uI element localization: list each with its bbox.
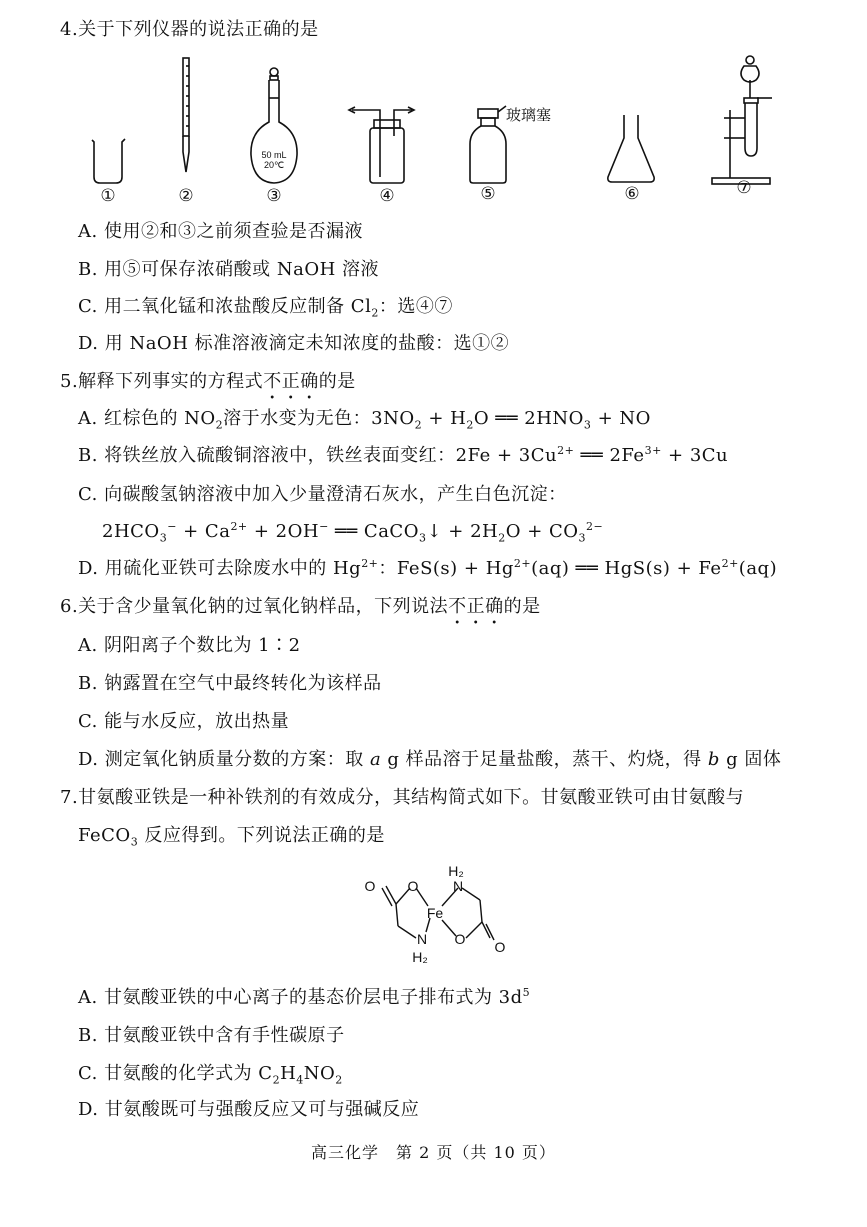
beaker-icon [92, 139, 125, 183]
structure-fe: Fe [426, 905, 444, 921]
q7-option-c: C. 甘氨酸的化学式为 $C_2H_4NO_2$ [78, 1063, 343, 1087]
figure-label-1: ① [100, 186, 116, 206]
figure-label-3: ③ [266, 186, 282, 206]
q5-option-d: D. 用硫化亚铁可去除废水中的 $Hg^{2+}$：$FeS(s) + Hg^{2+}(aq)$ ══ $HgS(s) + Fe^{2+}(aq)$ [78, 557, 778, 579]
structure-h2-top: H₂ [448, 863, 464, 879]
q6-option-c: C. 能与水反应，放出热量 [78, 711, 290, 732]
figure-label-7: ⑦ [736, 178, 752, 198]
distillation-setup-icon [712, 56, 772, 184]
q4-option-b: B. 用⑤可保存浓硝酸或 NaOH 溶液 [78, 259, 380, 280]
q4-option-a: A. 使用②和③之前须查验是否漏液 [78, 221, 363, 242]
q4-option-d: D. 用 NaOH 标准溶液滴定未知浓度的盐酸：选①② [78, 333, 510, 354]
glass-stopper-label: 玻璃塞 [506, 106, 552, 124]
conical-flask-icon [608, 115, 654, 182]
gas-washing-bottle-icon [349, 107, 414, 183]
question-5-stem: 5.解释下列事实的方程式不正确的是 [60, 371, 356, 392]
buret-icon [183, 58, 189, 172]
figure-label-5: ⑤ [480, 184, 496, 204]
q7-option-d: D. 甘氨酸既可与强酸反应又可与强碱反应 [78, 1099, 420, 1120]
question-7-stem-line-1: 7.甘氨酸亚铁是一种补铁剂的有效成分，其结构简式如下。甘氨酸亚铁可由甘氨酸与 [60, 787, 745, 808]
q4-option-c: C. 用二氧化锰和浓盐酸反应制备 $Cl_2$：选④⑦ [78, 296, 453, 320]
q7-option-a: A. 甘氨酸亚铁的中心离子的基态价层电子排布式为 $3d^5$ [78, 986, 531, 1008]
q5-option-a: A. 红棕色的 $NO_2$溶于水变为无色：$3NO_2 + H_2O$ ══ $2HNO_3$ + NO [78, 408, 651, 432]
figure-label-4: ④ [379, 186, 395, 206]
structure-o-right: O [454, 931, 466, 947]
flask-volume-text: 50 mL [261, 150, 287, 160]
structure-n-right: N [452, 878, 464, 894]
page-footer: 高三化学 第 2 页（共 10 页） [311, 1143, 556, 1162]
q6-option-a: A. 阴阳离子个数比为 1∶2 [78, 635, 301, 656]
apparatus-figure [0, 40, 867, 250]
structure-h2-bottom: H₂ [412, 949, 428, 965]
question-4-stem: 4.关于下列仪器的说法正确的是 [60, 19, 319, 40]
q6-option-d: D. 测定氧化钠质量分数的方案：取 a g 样品溶于足量盐酸，蒸干、灼烧，得 b g 固体 [78, 749, 782, 770]
structure-carbonyl-o-right: O [494, 939, 506, 955]
reagent-bottle-icon [470, 106, 506, 183]
question-6-stem: 6.关于含少量氧化钠的过氧化钠样品，下列说法不正确的是 [60, 596, 541, 617]
q5-option-c: C. 向碳酸氢钠溶液中加入少量澄清石灰水，产生白色沉淀： [78, 484, 567, 505]
q5-option-b: B. 将铁丝放入硫酸铜溶液中，铁丝表面变红：$2Fe + 3Cu^{2+}$ ══ $2Fe^{3+} + 3Cu$ [78, 444, 729, 466]
figure-label-6: ⑥ [624, 184, 640, 204]
structure-n-left: N [416, 931, 428, 947]
flask-temp-text: 20℃ [263, 160, 285, 170]
question-7-stem-line-2: FeCO$_3$ 反应得到。下列说法正确的是 [78, 825, 385, 849]
q6-option-b: B. 钠露置在空气中最终转化为该样品 [78, 673, 382, 694]
q7-option-b: B. 甘氨酸亚铁中含有手性碳原子 [78, 1025, 345, 1046]
structure-o-left: O [407, 878, 419, 894]
q5-option-c-equation: $2HCO_3^- + Ca^{2+} + 2OH^-$ ══ CaCO$_3$↓ + $2H_2O + CO_3^{2-}$ [102, 520, 604, 545]
ferrous-glycinate-structure [350, 858, 550, 978]
structure-carbonyl-o-left: O [364, 878, 376, 894]
figure-label-2: ② [178, 186, 194, 206]
